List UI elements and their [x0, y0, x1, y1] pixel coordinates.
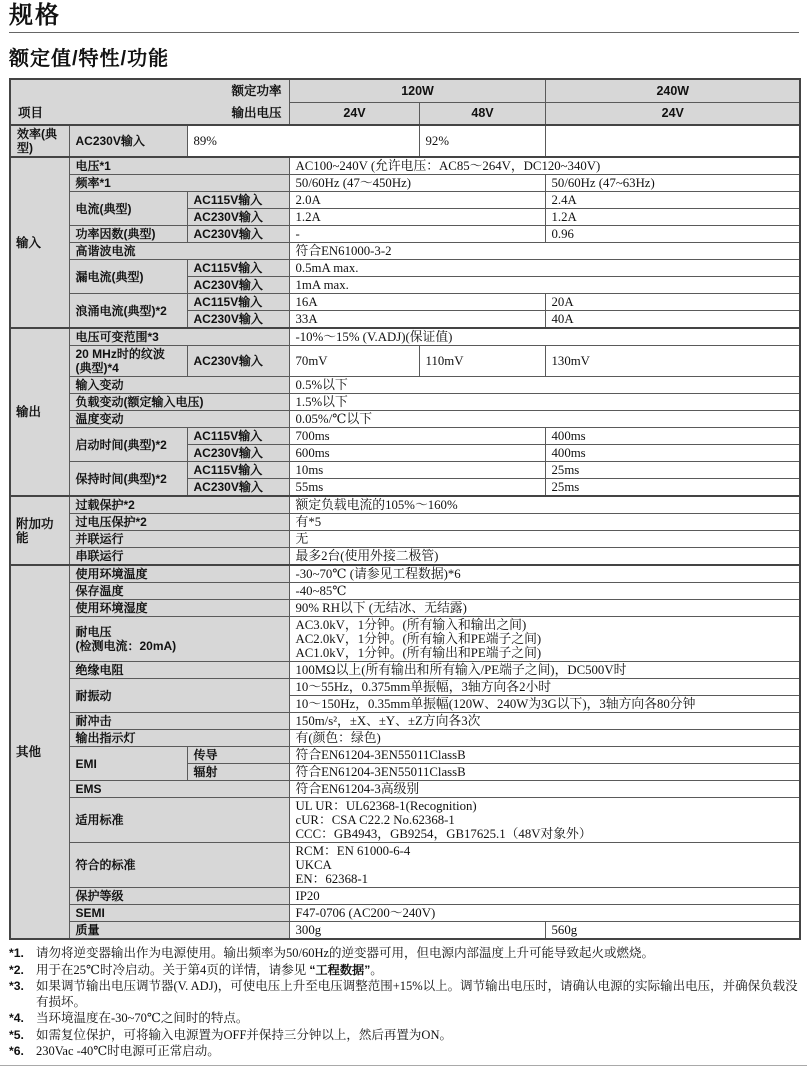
- value-cell: 2.0A: [289, 192, 545, 209]
- condition-cell: AC115V输入: [187, 260, 289, 277]
- value-cell: 符合EN61204-3EN55011ClassB: [289, 747, 800, 764]
- spec-row: [10, 548, 800, 566]
- row-label-cell: 启动时间(典型)*2: [69, 428, 187, 462]
- voltage-column-48v-120w: 48V: [419, 102, 545, 125]
- value-cell: 0.96: [545, 226, 800, 243]
- spec-row: [10, 394, 800, 411]
- value-cell: 额定负载电流的105%～160%: [289, 496, 800, 514]
- output-voltage-label: 输出电压: [231, 106, 282, 120]
- voltage-column-24v-120w: 24V: [289, 102, 419, 125]
- value-cell: 50/60Hz (47～450Hz): [289, 175, 545, 192]
- row-label-cell: 电压可变范围*3: [69, 328, 289, 346]
- row-label-cell: 绝缘电阻: [69, 662, 289, 679]
- condition-cell: AC230V输入: [187, 479, 289, 497]
- condition-cell: AC230V输入: [187, 445, 289, 462]
- value-cell: 10～150Hz，0.35mm单振幅(120W、240W为3G以下)，3轴方向各80分钟: [289, 696, 800, 713]
- spec-row: [10, 905, 800, 922]
- spec-row: [10, 798, 800, 843]
- spec-row: [10, 377, 800, 394]
- value-cell: 33A: [289, 311, 545, 329]
- spec-row: [10, 922, 800, 940]
- value-cell: AC100~240V (允许电压：AC85～264V，DC120~340V): [289, 157, 800, 175]
- row-label-cell: 保护等级: [69, 888, 289, 905]
- title-divider: [9, 32, 799, 33]
- spec-row: [10, 462, 800, 479]
- header-row-power: [10, 79, 800, 102]
- value-cell: UL UR：UL62368-1(Recognition) cUR：CSA C22.2 No.62368-1 CCC：GB4943，GB9254，GB17625.1（48V对象外）: [289, 798, 800, 843]
- power-column-120w: 120W: [289, 79, 545, 102]
- value-cell: 400ms: [545, 445, 800, 462]
- condition-cell: AC230V输入: [187, 277, 289, 294]
- spec-row: [10, 226, 800, 243]
- footnote-item: [9, 1028, 799, 1044]
- spec-row: [10, 565, 800, 583]
- footnote-text: 如果调节输出电压调节器(V. ADJ)，可使电压上升至电压调整范围+15%以上。调节输出电压时，请确认电源的实际输出电压，并确保负载没有损坏。: [36, 979, 798, 1009]
- header-item-cell: [10, 79, 289, 125]
- footnote-text: 用于在25℃时冷启动。关于第4页的详情，请参见 “工程数据”。: [36, 962, 383, 977]
- footnote-marker: *4.: [9, 1011, 24, 1025]
- spec-row: [10, 600, 800, 617]
- condition-cell: AC115V输入: [187, 192, 289, 209]
- footnote-text: 当环境温度在-30~70℃之间时的特点。: [36, 1011, 249, 1025]
- row-label-cell: 使用环境温度: [69, 565, 289, 583]
- row-label-cell: 质量: [69, 922, 289, 940]
- value-cell: 2.4A: [545, 192, 800, 209]
- row-label-cell: 负载变动(额定输入电压): [69, 394, 289, 411]
- value-cell: 无: [289, 531, 800, 548]
- spec-row: [10, 730, 800, 747]
- spec-row: [10, 781, 800, 798]
- row-label-cell: 高谐波电流: [69, 243, 289, 260]
- footnote-marker: *3.: [9, 979, 24, 993]
- spec-row: [10, 713, 800, 730]
- spec-row: [10, 747, 800, 764]
- condition-cell: AC115V输入: [187, 428, 289, 445]
- value-cell: 0.05%/℃以下: [289, 411, 800, 428]
- value-cell: 130mV: [545, 346, 800, 377]
- condition-cell: AC230V输入: [187, 311, 289, 329]
- footnote-marker: *5.: [9, 1027, 24, 1042]
- value-cell: -10%～15% (V.ADJ)(保证值): [289, 328, 800, 346]
- value-cell: 25ms: [545, 462, 800, 479]
- row-label-cell: 输出指示灯: [69, 730, 289, 747]
- row-label-cell: 功率因数(典型): [69, 226, 187, 243]
- value-cell: 50/60Hz (47~63Hz): [545, 175, 800, 192]
- value-cell: 符合EN61204-3EN55011ClassB: [289, 764, 800, 781]
- row-label-cell: 输入变动: [69, 377, 289, 394]
- row-label-cell: 过电压保护*2: [69, 514, 289, 531]
- value-cell: 90% RH以下 (无结冰、无结露): [289, 600, 800, 617]
- voltage-column-24v-240w: 24V: [545, 102, 800, 125]
- value-cell: 89%: [187, 125, 419, 157]
- spec-table-body: [10, 125, 800, 939]
- spec-row: [10, 662, 800, 679]
- spec-row: [10, 192, 800, 209]
- spec-row: [10, 617, 800, 662]
- value-cell: 560g: [545, 922, 800, 940]
- footnote-item: [9, 1011, 799, 1027]
- row-label-cell: 使用环境湿度: [69, 600, 289, 617]
- row-label-cell: 温度变动: [69, 411, 289, 428]
- page-title: 规格: [9, 2, 61, 29]
- condition-cell: 传导: [187, 747, 289, 764]
- value-cell: 40A: [545, 311, 800, 329]
- spec-row: [10, 294, 800, 311]
- spec-row: [10, 411, 800, 428]
- spec-row: [10, 843, 800, 888]
- row-label-cell: SEMI: [69, 905, 289, 922]
- row-label-cell: 串联运行: [69, 548, 289, 566]
- condition-cell: AC230V输入: [187, 209, 289, 226]
- row-label-cell: 过载保护*2: [69, 496, 289, 514]
- value-cell: 70mV: [289, 346, 419, 377]
- value-cell: 400ms: [545, 428, 800, 445]
- value-cell: 1.2A: [289, 209, 545, 226]
- category-cell: 输入: [10, 157, 69, 328]
- condition-cell: AC230V输入: [187, 346, 289, 377]
- spec-row: [10, 514, 800, 531]
- spec-row: [10, 260, 800, 277]
- value-cell: 10～55Hz，0.375mm单振幅，3轴方向各2小时: [289, 679, 800, 696]
- row-label-cell: 频率*1: [69, 175, 289, 192]
- row-label-cell: EMS: [69, 781, 289, 798]
- spec-row: [10, 243, 800, 260]
- spec-row: [10, 531, 800, 548]
- footnote-item: [9, 979, 799, 1010]
- value-cell: 0.5%以下: [289, 377, 800, 394]
- power-column-240w: 240W: [545, 79, 800, 102]
- spec-row: [10, 428, 800, 445]
- value-cell: 110mV: [419, 346, 545, 377]
- footnotes: [9, 946, 799, 1060]
- rated-power-label: 额定功率: [231, 84, 282, 98]
- row-label-cell: 保持时间(典型)*2: [69, 462, 187, 497]
- value-cell: 10ms: [289, 462, 545, 479]
- value-cell: 25ms: [545, 479, 800, 497]
- condition-cell: AC115V输入: [187, 462, 289, 479]
- row-label-cell: 浪涌电流(典型)*2: [69, 294, 187, 329]
- footnote-item: [9, 1044, 799, 1060]
- value-cell: 符合EN61000-3-2: [289, 243, 800, 260]
- spec-row: [10, 679, 800, 696]
- footnote-item: [9, 963, 799, 979]
- value-cell: 700ms: [289, 428, 545, 445]
- row-label-cell: 适用标准: [69, 798, 289, 843]
- value-cell: 符合EN61204-3高级别: [289, 781, 800, 798]
- spec-row: [10, 888, 800, 905]
- section-title: 额定值/特性/功能: [9, 48, 170, 70]
- row-label-cell: 20 MHz时的纹波 (典型)*4: [69, 346, 187, 377]
- row-label-cell: 符合的标准: [69, 843, 289, 888]
- footnote-marker: *2.: [9, 962, 24, 977]
- value-cell: 16A: [289, 294, 545, 311]
- row-label-cell: EMI: [69, 747, 187, 781]
- condition-cell: AC230V输入: [69, 125, 187, 157]
- value-cell: -: [289, 226, 545, 243]
- spec-table-header: [10, 79, 800, 125]
- value-cell: 600ms: [289, 445, 545, 462]
- spec-row: [10, 157, 800, 175]
- row-label-cell: 并联运行: [69, 531, 289, 548]
- spec-table: [9, 78, 801, 940]
- spec-row: [10, 125, 800, 157]
- row-label-cell: 电压*1: [69, 157, 289, 175]
- footnote-text: 230Vac -40℃时电源可正常启动。: [36, 1044, 220, 1058]
- value-cell: 55ms: [289, 479, 545, 497]
- row-label-cell: 效率(典型): [10, 125, 69, 157]
- condition-cell: 辐射: [187, 764, 289, 781]
- footnote-text: 如需复位保护，可将输入电源置为OFF并保持三分钟以上，然后再置为ON。: [36, 1027, 452, 1042]
- spec-row: [10, 175, 800, 192]
- value-cell: 1mA max.: [289, 277, 800, 294]
- spec-row: [10, 328, 800, 346]
- category-cell: 其他: [10, 565, 69, 939]
- value-cell: 20A: [545, 294, 800, 311]
- row-label-cell: 耐电压 (检测电流：20mA): [69, 617, 289, 662]
- spec-row: [10, 496, 800, 514]
- value-cell: 1.2A: [545, 209, 800, 226]
- footnote-marker: *6.: [9, 1044, 24, 1058]
- value-cell: 最多2台(使用外接二极管): [289, 548, 800, 566]
- footnote-marker: *1.: [9, 946, 24, 960]
- value-cell: 有(颜色：绿色): [289, 730, 800, 747]
- value-cell: 0.5mA max.: [289, 260, 800, 277]
- category-cell: 附加功能: [10, 496, 69, 565]
- value-cell: -30~70℃ (请参见工程数据)*6: [289, 565, 800, 583]
- row-label-cell: 电流(典型): [69, 192, 187, 226]
- row-label-cell: 耐冲击: [69, 713, 289, 730]
- value-cell: 150m/s²，±X、±Y、±Z方向各3次: [289, 713, 800, 730]
- footnote-item: [9, 946, 799, 962]
- condition-cell: AC230V输入: [187, 226, 289, 243]
- row-label-cell: 耐振动: [69, 679, 289, 713]
- spec-row: [10, 583, 800, 600]
- value-cell: -40~85℃: [289, 583, 800, 600]
- bottom-divider: [0, 1065, 807, 1066]
- footnote-text: 请勿将逆变器输出作为电源使用。输出频率为50/60Hz的逆变器可用，但电源内部温度上升可能导致起火或燃烧。: [36, 946, 655, 960]
- value-cell: F47-0706 (AC200～240V): [289, 905, 800, 922]
- value-cell: IP20: [289, 888, 800, 905]
- value-cell: 有*5: [289, 514, 800, 531]
- item-label: 项目: [18, 106, 44, 120]
- row-label-cell: 漏电流(典型): [69, 260, 187, 294]
- spec-row: [10, 346, 800, 377]
- value-cell: AC3.0kV，1分钟。(所有输入和输出之间) AC2.0kV，1分钟。(所有输入和PE端子之间) AC1.0kV，1分钟。(所有输出和PE端子之间): [289, 617, 800, 662]
- value-cell: 300g: [289, 922, 545, 940]
- condition-cell: AC115V输入: [187, 294, 289, 311]
- value-cell: 1.5%以下: [289, 394, 800, 411]
- value-cell: RCM：EN 61000-6-4 UKCA EN：62368-1: [289, 843, 800, 888]
- row-label-cell: 保存温度: [69, 583, 289, 600]
- value-cell: 100MΩ以上(所有输出和所有输入/PE端子之间)，DC500V时: [289, 662, 800, 679]
- value-cell: 92%: [419, 125, 545, 157]
- category-cell: 输出: [10, 328, 69, 496]
